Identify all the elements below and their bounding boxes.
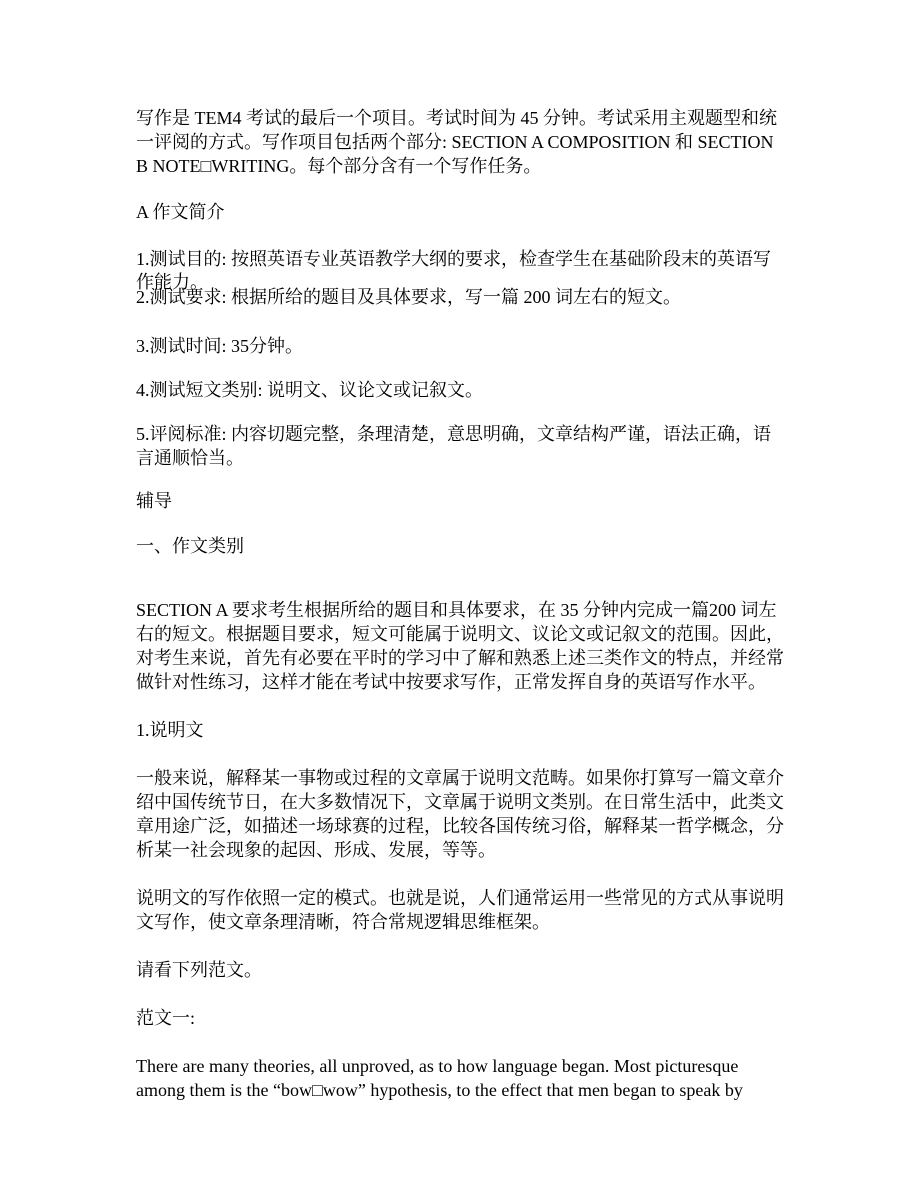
text-line: 说明文的写作依照一定的模式。也就是说，人们通常运用一些常见的方式从事说明 xyxy=(136,888,784,908)
text-line: 3.测试时间: 35分钟。 xyxy=(136,336,304,356)
text-line: B NOTE□WRITING。每个部分含有一个写作任务。 xyxy=(136,156,542,176)
text-line: 写作是 TEM4 考试的最后一个项目。考试时间为 45 分钟。考试采用主观题型和统 xyxy=(136,108,777,128)
text-line: 辅导 xyxy=(136,491,172,511)
text-line: 范文一: xyxy=(136,1008,196,1028)
text-line: 言通顺恰当。 xyxy=(136,448,244,468)
text-line: 作能力。 xyxy=(136,272,208,292)
text-line: A 作文简介 xyxy=(136,202,225,222)
text-line: 析某一社会现象的起因、形成、发展，等等。 xyxy=(136,840,496,860)
text-line: 一评阅的方式。写作项目包括两个部分: SECTION A COMPOSITION 和 SECTION xyxy=(136,132,774,152)
text-line: 1.说明文 xyxy=(136,720,204,740)
text-line: 4.测试短文类别: 说明文、议论文或记叙文。 xyxy=(136,380,483,400)
text-line: 1.测试目的: 按照英语专业英语教学大纲的要求，检查学生在基础阶段末的英语写 xyxy=(136,249,771,269)
text-line: 一、作文类别 xyxy=(136,536,244,556)
text-line: 对考生来说，首先有必要在平时的学习中了解和熟悉上述三类作文的特点，并经常 xyxy=(136,648,784,668)
text-line: among them is the “bow□wow” hypothesis, to the effect that men began to speak by xyxy=(136,1080,743,1100)
text-line: 一般来说，解释某一事物或过程的文章属于说明文范畴。如果你打算写一篇文章介 xyxy=(136,768,784,788)
text-line: SECTION A 要求考生根据所给的题目和具体要求，在 35 分钟内完成一篇200 词左 xyxy=(136,600,777,620)
text-line: 章用途广泛，如描述一场球赛的过程，比较各国传统习俗，解释某一哲学概念，分 xyxy=(136,816,784,836)
text-line: There are many theories, all unproved, as to how language began. Most picturesque xyxy=(136,1056,739,1076)
text-line: 5.评阅标准: 内容切题完整，条理清楚，意思明确，文章结构严谨，语法正确，语 xyxy=(136,424,771,444)
text-line: 2.测试要求: 根据所给的题目及具体要求，写一篇 200 词左右的短文。 xyxy=(136,287,681,307)
text-line: 右的短文。根据题目要求，短文可能属于说明文、议论文或记叙文的范围。因此， xyxy=(136,624,784,644)
text-line: 绍中国传统节日，在大多数情况下，文章属于说明文类别。在日常生活中，此类文 xyxy=(136,792,784,812)
text-line: 请看下列范文。 xyxy=(136,960,262,980)
text-line: 做针对性练习，这样才能在考试中按要求写作，正常发挥自身的英语写作水平。 xyxy=(136,672,766,692)
text-line: 文写作，使文章条理清晰，符合常规逻辑思维框架。 xyxy=(136,912,550,932)
